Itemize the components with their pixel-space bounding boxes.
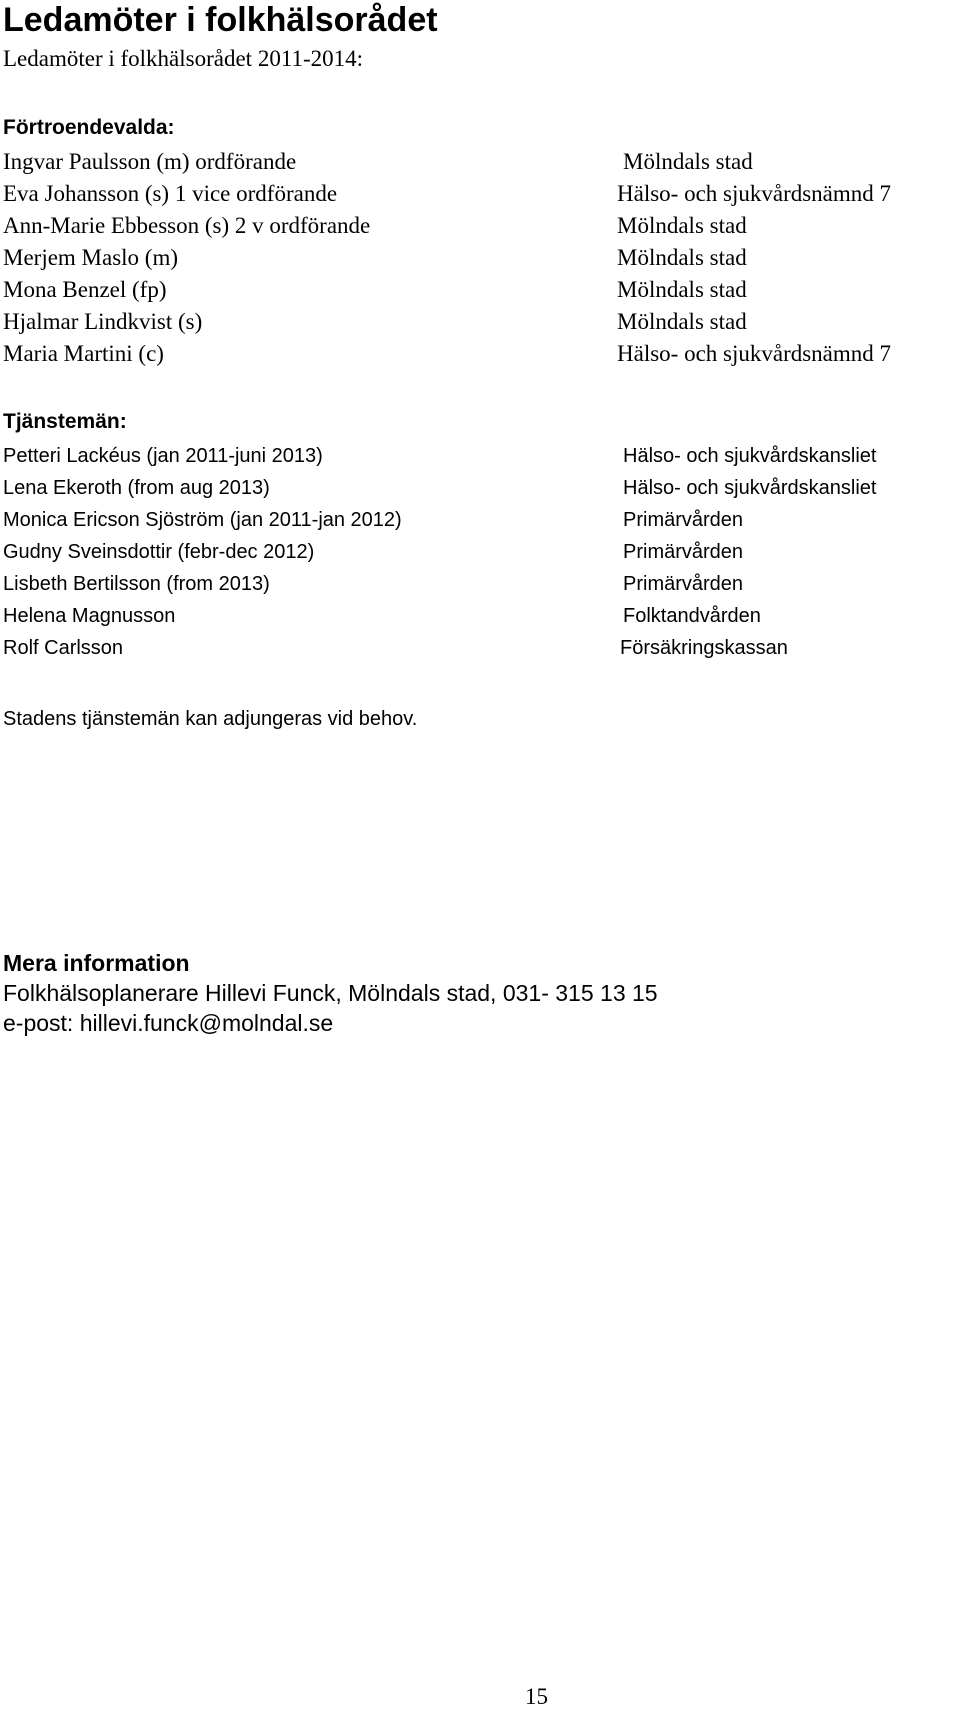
member-name: Merjem Maslo (m) (3, 245, 179, 270)
adjunct-note: Stadens tjänstemän kan adjungeras vid behov. (3, 708, 418, 730)
member-organization: Mölndals stad (623, 149, 753, 174)
elected-row (3, 210, 953, 242)
member-name: Eva Johansson (s) 1 vice ordförande (3, 181, 338, 206)
elected-row (3, 274, 953, 306)
official-name: Lena Ekeroth (from aug 2013) (3, 477, 270, 499)
member-name: Ingvar Paulsson (m) ordförande (3, 149, 297, 174)
official-organization: Primärvården (623, 573, 744, 595)
official-organization: Primärvården (623, 509, 744, 531)
elected-row (3, 178, 953, 210)
officials-list (3, 440, 953, 664)
elected-row (3, 338, 953, 370)
member-name: Maria Martini (c) (3, 341, 164, 366)
more-info-title: Mera information (3, 950, 190, 976)
member-organization: Hälso- och sjukvårdsnämnd 7 (617, 181, 892, 206)
email-line: e-post: hillevi.funck@molndal.se (3, 1010, 334, 1036)
elected-section-title: Förtroendevalda: (3, 116, 175, 139)
member-name: Ann-Marie Ebbesson (s) 2 v ordförande (3, 213, 371, 238)
official-row (3, 472, 953, 504)
elected-row (3, 146, 953, 178)
official-row (3, 440, 953, 472)
page-title: Ledamöter i folkhälsorådet (3, 1, 438, 39)
member-organization: Mölndals stad (617, 213, 747, 238)
official-name: Rolf Carlsson (3, 637, 124, 659)
official-name: Helena Magnusson (3, 605, 176, 627)
official-row (3, 504, 953, 536)
official-organization: Folktandvården (623, 605, 761, 627)
officials-section-title: Tjänstemän: (3, 410, 127, 433)
official-name: Gudny Sveinsdottir (febr-dec 2012) (3, 541, 315, 563)
elected-row (3, 242, 953, 274)
official-organization: Försäkringskassan (620, 637, 788, 659)
member-organization: Hälso- och sjukvårdsnämnd 7 (617, 341, 892, 366)
elected-row (3, 306, 953, 338)
elected-members-list (3, 146, 953, 370)
intro-text: Ledamöter i folkhälsorådet 2011-2014: (3, 46, 364, 71)
official-row (3, 632, 953, 664)
official-name: Petteri Lackéus (jan 2011-juni 2013) (3, 445, 323, 467)
member-name: Hjalmar Lindkvist (s) (3, 309, 203, 334)
official-name: Lisbeth Bertilsson (from 2013) (3, 573, 270, 595)
member-organization: Mölndals stad (617, 277, 747, 302)
official-organization: Primärvården (623, 541, 744, 563)
member-name: Mona Benzel (fp) (3, 277, 167, 302)
official-row (3, 568, 953, 600)
member-organization: Mölndals stad (617, 309, 747, 334)
contact-line: Folkhälsoplanerare Hillevi Funck, Mölndals stad, 031- 315 13 15 (3, 980, 658, 1006)
official-organization: Hälso- och sjukvårdskansliet (623, 477, 877, 499)
member-organization: Mölndals stad (617, 245, 747, 270)
page-number: 15 (525, 1684, 548, 1709)
official-name: Monica Ericson Sjöström (jan 2011-jan 2012) (3, 509, 402, 531)
official-organization: Hälso- och sjukvårdskansliet (623, 445, 877, 467)
official-row (3, 536, 953, 568)
official-row (3, 600, 953, 632)
